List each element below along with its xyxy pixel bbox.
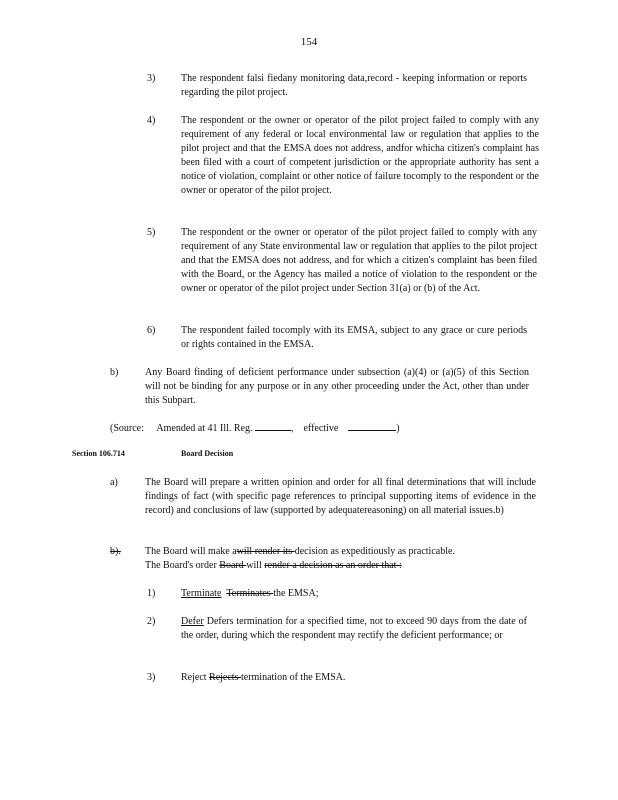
blank-line xyxy=(255,421,291,431)
list-item-label: 6) xyxy=(147,325,156,336)
blank-line xyxy=(348,421,396,431)
list-item-text xyxy=(181,671,345,685)
text-run: the EMSA; xyxy=(273,588,319,599)
list-item-label: 1) xyxy=(147,588,156,599)
inserted-text: Defer xyxy=(181,616,204,627)
source-close: ) xyxy=(396,423,400,434)
list-item-label: 4) xyxy=(147,115,156,126)
source-amended: Amended at 41 Ill. Reg. xyxy=(156,423,253,434)
list-item-text: The respondent or the owner or operator of the pilot project failed to comply with any requirement of any State environmental law or regulation that applies to the pilot project and that the EMSA does not address, and for which a citizen's complaint has been filed with the Board, or the Agency has mailed a notice of violation to the respondent or the owner or operator of the pilot project under Section 31(a) or (b) of the Act. xyxy=(181,227,537,294)
decision-b-line-1 xyxy=(145,545,455,559)
page-number: 154 xyxy=(300,36,318,48)
list-item-label: 5) xyxy=(147,227,156,238)
list-item-text: The Board will prepare a written opinion and order for all final determinations that will include findings of fact (with specific page references to principal supporting items of evidence in the record) and conclusions of law (supported by adequatereasoning) on all material issues.b) xyxy=(145,477,536,516)
inserted-text: Terminate xyxy=(181,588,222,599)
source-effective: effective xyxy=(303,423,339,434)
list-item-text: The respondent failed tocomply with its EMSA, subject to any grace or cure periods or rights contained in the EMSA. xyxy=(181,325,527,350)
section-title: Board Decision xyxy=(181,449,234,458)
decision-b-line-2 xyxy=(145,559,402,573)
text-run: decision as expeditiously as practicable. xyxy=(294,546,455,557)
deleted-text: Board xyxy=(219,560,247,571)
section-number: Section 106.714 xyxy=(72,449,125,458)
text-run: Defers termination for a specified time, not to exceed 90 days from the date of the order, during which the respondent may rectify the deficient performance; or xyxy=(181,616,527,641)
source-prefix: (Source: xyxy=(110,423,144,434)
text-run: The Board's order xyxy=(145,560,220,571)
list-item-text: Any Board finding of deficient performance under subsection (a)(4) or (a)(5) of this Section will not be binding for any purpose or in any other proceeding under the Act, other than under this Subpart. xyxy=(145,367,529,406)
list-item-label: 2) xyxy=(147,616,156,627)
source-note xyxy=(110,421,400,436)
list-item-label: 3) xyxy=(147,672,156,683)
source-sep: , xyxy=(290,423,294,434)
list-item-text xyxy=(181,615,527,643)
list-item-label: a) xyxy=(110,477,118,488)
text-run: termination of the EMSA. xyxy=(240,672,346,683)
list-item-label: b). xyxy=(110,546,121,557)
text-run: Reject xyxy=(181,672,210,683)
list-item-label: 3) xyxy=(147,73,156,84)
list-item-text: The respondent or the owner or operator of the pilot project failed to comply with any requirement of any federal or local environmental law or regulation that applies to the pilot project and that the EMSA does not address, andfor whicha citizen's complaint has been filed with a court of competent jurisdiction or the appropriate authority has sent a notice of violation, complaint or other notice of failure tocomply to the respondent or the owner or operator of the pilot project. xyxy=(181,115,539,196)
deleted-text: render a decision as an order that : xyxy=(264,560,402,571)
deleted-text: will render its xyxy=(236,546,295,557)
list-item-text xyxy=(181,587,318,601)
list-item-text: The respondent falsi fiedany monitoring data,record - keeping information or reports regarding the pilot project. xyxy=(181,73,527,98)
list-item-label: b) xyxy=(110,367,119,378)
text-run: will xyxy=(246,560,265,571)
deleted-text: Rejects xyxy=(209,672,241,683)
deleted-text: Terminates xyxy=(226,588,274,599)
text-run: The Board will make a xyxy=(145,546,237,557)
